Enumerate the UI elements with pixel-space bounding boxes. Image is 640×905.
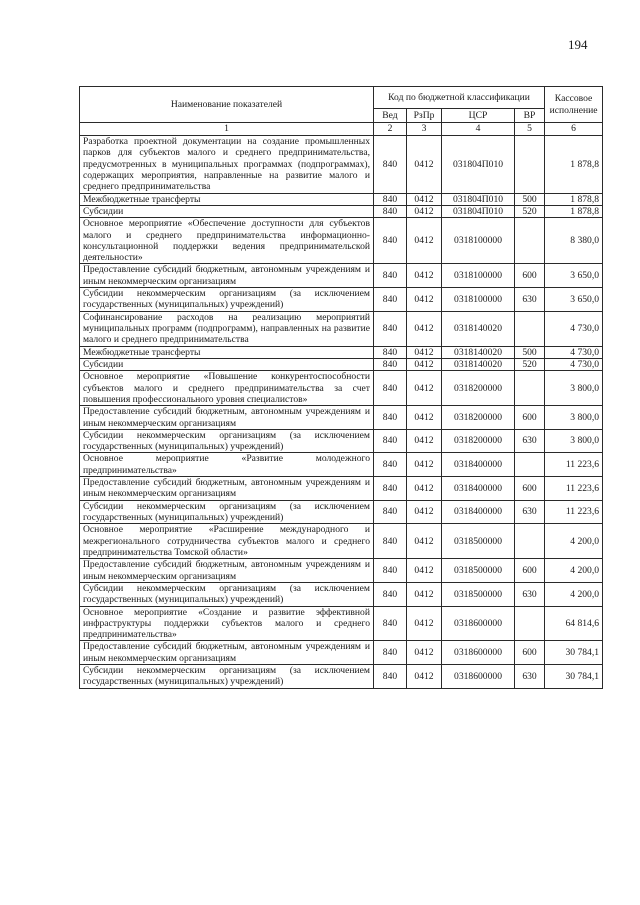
row-name-cell: Субсидии некоммерческим организациям (за исключением государственных (муниципальных) учреждений)	[80, 665, 374, 689]
csr-cell: 0318600000	[442, 606, 515, 641]
csr-cell: 0318200000	[442, 371, 515, 406]
header-cash: Кассовое исполнение	[545, 87, 603, 123]
amount-cell: 1 878,8	[545, 205, 603, 217]
ved-cell: 840	[374, 582, 407, 606]
rzpr-cell: 0412	[407, 218, 442, 264]
csr-cell: 031804П010	[442, 205, 515, 217]
rzpr-cell: 0412	[407, 665, 442, 689]
page-number: 194	[568, 37, 588, 52]
vr-cell: 630	[515, 288, 545, 312]
column-number: 5	[515, 123, 545, 136]
amount-cell: 11 223,6	[545, 500, 603, 524]
ved-cell: 840	[374, 429, 407, 453]
rzpr-cell: 0412	[407, 582, 442, 606]
rzpr-cell: 0412	[407, 606, 442, 641]
amount-cell: 4 730,0	[545, 346, 603, 358]
ved-cell: 840	[374, 606, 407, 641]
amount-cell: 4 200,0	[545, 582, 603, 606]
vr-cell: 600	[515, 477, 545, 501]
row-name-cell: Субсидии	[80, 358, 374, 370]
budget-table	[79, 86, 603, 689]
rzpr-cell: 0412	[407, 477, 442, 501]
row-name-cell: Основное мероприятие «Создание и развитие эффективной инфраструктуры поддержки субъектов малого и среднего предпринимательства»	[80, 606, 374, 641]
csr-cell: 0318500000	[442, 524, 515, 559]
rzpr-cell: 0412	[407, 205, 442, 217]
rzpr-cell: 0412	[407, 524, 442, 559]
vr-cell	[515, 453, 545, 477]
table-row	[80, 264, 603, 288]
column-number: 3	[407, 123, 442, 136]
table-row	[80, 559, 603, 583]
amount-cell: 11 223,6	[545, 477, 603, 501]
ved-cell: 840	[374, 453, 407, 477]
vr-cell	[515, 136, 545, 194]
csr-cell: 0318400000	[442, 500, 515, 524]
row-name-cell: Предоставление субсидий бюджетным, автономным учреждениям и иным некоммерческим организациям	[80, 477, 374, 501]
ved-cell: 840	[374, 406, 407, 430]
table-row	[80, 641, 603, 665]
amount-cell: 3 650,0	[545, 264, 603, 288]
row-name-cell: Разработка проектной документации на создание промышленных парков для субъектов малого и среднего предпринимательства, предусмотренных в муниципальных программах (подпрограммах), содержащих мероприятия, направленные на развитие малого и среднего предпринимательства	[80, 136, 374, 194]
amount-cell: 4 730,0	[545, 358, 603, 370]
amount-cell: 4 730,0	[545, 311, 603, 346]
table-row	[80, 453, 603, 477]
column-number: 4	[442, 123, 515, 136]
row-name-cell: Межбюджетные трансферты	[80, 346, 374, 358]
vr-cell: 630	[515, 429, 545, 453]
vr-cell: 630	[515, 500, 545, 524]
table-row	[80, 665, 603, 689]
csr-cell: 0318140020	[442, 346, 515, 358]
csr-cell: 0318500000	[442, 559, 515, 583]
amount-cell: 3 800,0	[545, 371, 603, 406]
table-row	[80, 371, 603, 406]
row-name-cell: Субсидии	[80, 205, 374, 217]
vr-cell	[515, 524, 545, 559]
ved-cell: 840	[374, 218, 407, 264]
table-row	[80, 358, 603, 370]
vr-cell	[515, 311, 545, 346]
amount-cell: 64 814,6	[545, 606, 603, 641]
amount-cell: 3 800,0	[545, 406, 603, 430]
amount-cell: 11 223,6	[545, 453, 603, 477]
column-number: 2	[374, 123, 407, 136]
csr-cell: 0318140020	[442, 358, 515, 370]
rzpr-cell: 0412	[407, 500, 442, 524]
ved-cell: 840	[374, 477, 407, 501]
table-row	[80, 288, 603, 312]
csr-cell: 0318400000	[442, 453, 515, 477]
csr-cell: 0318400000	[442, 477, 515, 501]
amount-cell: 30 784,1	[545, 665, 603, 689]
row-name-cell: Основное мероприятие «Обеспечение доступности для субъектов малого и среднего предпринимательства информационно-консультационной поддержки ведения предпринимательской деятельности»	[80, 218, 374, 264]
csr-cell: 0318100000	[442, 288, 515, 312]
row-name-cell: Межбюджетные трансферты	[80, 193, 374, 205]
rzpr-cell: 0412	[407, 264, 442, 288]
csr-cell: 0318500000	[442, 582, 515, 606]
ved-cell: 840	[374, 264, 407, 288]
vr-cell: 630	[515, 665, 545, 689]
table-row	[80, 524, 603, 559]
ved-cell: 840	[374, 559, 407, 583]
ved-cell: 840	[374, 524, 407, 559]
table-row	[80, 582, 603, 606]
header-csr: ЦСР	[442, 109, 515, 123]
row-name-cell: Предоставление субсидий бюджетным, автономным учреждениям и иным некоммерческим организациям	[80, 264, 374, 288]
ved-cell: 840	[374, 205, 407, 217]
vr-cell: 600	[515, 641, 545, 665]
vr-cell: 520	[515, 205, 545, 217]
rzpr-cell: 0412	[407, 346, 442, 358]
row-name-cell: Основное мероприятие «Развитие молодежного предпринимательства»	[80, 453, 374, 477]
row-name-cell: Субсидии некоммерческим организациям (за исключением государственных (муниципальных) учреждений)	[80, 500, 374, 524]
csr-cell: 0318200000	[442, 406, 515, 430]
vr-cell	[515, 371, 545, 406]
rzpr-cell: 0412	[407, 453, 442, 477]
ved-cell: 840	[374, 665, 407, 689]
header-ved: Вед	[374, 109, 407, 123]
rzpr-cell: 0412	[407, 559, 442, 583]
header-rzpr: РзПр	[407, 109, 442, 123]
vr-cell: 600	[515, 406, 545, 430]
rzpr-cell: 0412	[407, 358, 442, 370]
rzpr-cell: 0412	[407, 406, 442, 430]
vr-cell: 500	[515, 346, 545, 358]
csr-cell: 031804П010	[442, 136, 515, 194]
ved-cell: 840	[374, 136, 407, 194]
amount-cell: 3 650,0	[545, 288, 603, 312]
amount-cell: 4 200,0	[545, 524, 603, 559]
table-row	[80, 136, 603, 194]
ved-cell: 840	[374, 193, 407, 205]
table-row	[80, 429, 603, 453]
row-name-cell: Основное мероприятие «Расширение международного и межрегионального сотрудничества субъектов малого и среднего предпринимательства Томской области»	[80, 524, 374, 559]
ved-cell: 840	[374, 641, 407, 665]
table-row	[80, 193, 603, 205]
vr-cell: 520	[515, 358, 545, 370]
row-name-cell: Предоставление субсидий бюджетным, автономным учреждениям и иным некоммерческим организациям	[80, 406, 374, 430]
row-name-cell: Субсидии некоммерческим организациям (за исключением государственных (муниципальных) учреждений)	[80, 288, 374, 312]
rzpr-cell: 0412	[407, 371, 442, 406]
header-vr: ВР	[515, 109, 545, 123]
csr-cell: 0318140020	[442, 311, 515, 346]
csr-cell: 031804П010	[442, 193, 515, 205]
vr-cell: 630	[515, 582, 545, 606]
vr-cell: 500	[515, 193, 545, 205]
table-row	[80, 311, 603, 346]
amount-cell: 8 380,0	[545, 218, 603, 264]
row-name-cell: Основное мероприятие «Повышение конкурентоспособности субъектов малого и среднего предпринимательства за счет повышения профессионального уровня специалистов»	[80, 371, 374, 406]
ved-cell: 840	[374, 311, 407, 346]
table-row	[80, 606, 603, 641]
table-row	[80, 406, 603, 430]
table-row	[80, 346, 603, 358]
csr-cell: 0318200000	[442, 429, 515, 453]
rzpr-cell: 0412	[407, 429, 442, 453]
csr-cell: 0318100000	[442, 264, 515, 288]
header-name: Наименование показателей	[80, 87, 374, 123]
column-number: 6	[545, 123, 603, 136]
vr-cell	[515, 606, 545, 641]
amount-cell: 1 878,8	[545, 193, 603, 205]
csr-cell: 0318100000	[442, 218, 515, 264]
csr-cell: 0318600000	[442, 641, 515, 665]
ved-cell: 840	[374, 371, 407, 406]
ved-cell: 840	[374, 346, 407, 358]
vr-cell: 600	[515, 264, 545, 288]
rzpr-cell: 0412	[407, 311, 442, 346]
rzpr-cell: 0412	[407, 288, 442, 312]
amount-cell: 1 878,8	[545, 136, 603, 194]
row-name-cell: Субсидии некоммерческим организациям (за исключением государственных (муниципальных) учреждений)	[80, 582, 374, 606]
rzpr-cell: 0412	[407, 641, 442, 665]
table-row	[80, 500, 603, 524]
amount-cell: 3 800,0	[545, 429, 603, 453]
amount-cell: 30 784,1	[545, 641, 603, 665]
table-row	[80, 477, 603, 501]
row-name-cell: Предоставление субсидий бюджетным, автономным учреждениям и иным некоммерческим организациям	[80, 559, 374, 583]
vr-cell: 600	[515, 559, 545, 583]
amount-cell: 4 200,0	[545, 559, 603, 583]
rzpr-cell: 0412	[407, 193, 442, 205]
header-code-group: Код по бюджетной классификации	[374, 87, 545, 109]
ved-cell: 840	[374, 288, 407, 312]
row-name-cell: Субсидии некоммерческим организациям (за исключением государственных (муниципальных) учреждений)	[80, 429, 374, 453]
row-name-cell: Предоставление субсидий бюджетным, автономным учреждениям и иным некоммерческим организациям	[80, 641, 374, 665]
csr-cell: 0318600000	[442, 665, 515, 689]
table-row	[80, 218, 603, 264]
column-number: 1	[80, 123, 374, 136]
rzpr-cell: 0412	[407, 136, 442, 194]
ved-cell: 840	[374, 358, 407, 370]
table-body	[80, 136, 603, 689]
vr-cell	[515, 218, 545, 264]
table-row	[80, 205, 603, 217]
ved-cell: 840	[374, 500, 407, 524]
row-name-cell: Софинансирование расходов на реализацию мероприятий муниципальных программ (подпрограмм), направленных на развитие малого и среднего предпринимательства	[80, 311, 374, 346]
